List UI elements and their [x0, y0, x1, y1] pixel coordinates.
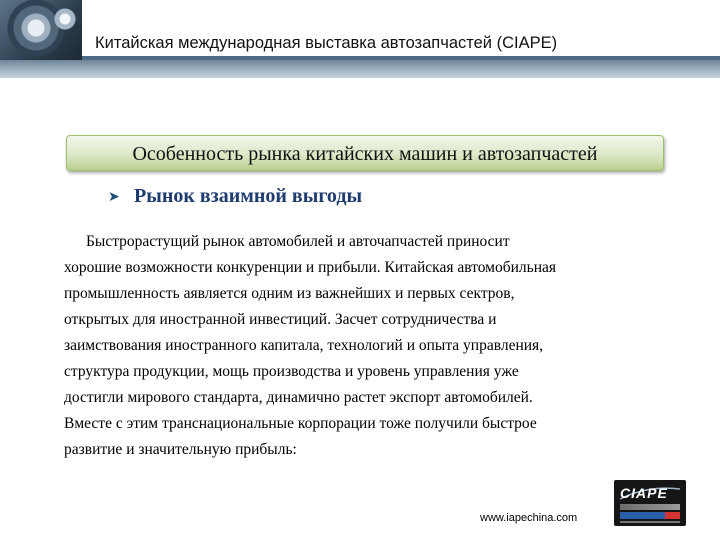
logo-subline [620, 504, 680, 510]
logo-badge [620, 512, 680, 519]
header-title: Китайская международная выставка автозапчастей (CIAPE) [95, 34, 558, 52]
body-line: Быстрорастущий рынок автомобилей и авточапчастей приносит [86, 233, 510, 250]
logo-wordmark: CIAPE [620, 485, 668, 501]
headlight-photo [0, 0, 82, 60]
body-line: структура продукции, мощь производства и уровень управления уже [64, 363, 519, 380]
arrow-bullet-icon: ➤ [108, 189, 120, 205]
bullet-heading-text: Рынок взаимной выгоды [134, 185, 363, 207]
slide-header [0, 0, 720, 78]
body-line: открытых для иностранной инвестиций. Засчет сотрудничества и [64, 311, 497, 328]
body-line: промышленность аявляется одним из важнейших и первых сектров, [64, 285, 515, 302]
body-line: развитие и значительную прибыль: [64, 441, 297, 458]
headlight-lamp [50, 8, 80, 30]
logo-footline [620, 521, 680, 523]
body-line: хорошие возможности конкуренции и прибыли. Китайская автомобильная [64, 259, 557, 276]
header-rule [0, 60, 720, 78]
section-banner [66, 135, 664, 171]
banner-title: Особенность рынка китайских машин и автозапчастей [132, 143, 598, 165]
body-line: достигли мирового стандарта, динамично растет экспорт автомобилей. [64, 389, 533, 406]
body-paragraph [64, 229, 664, 463]
body-line: Вместе с этим транснациональные корпорации тоже получили быстрое [64, 415, 537, 432]
body-line: заимствования иностранного капитала, технологий и опыта управления, [64, 337, 544, 354]
website-url: www.iapechina.com [480, 512, 578, 524]
ciape-logo [614, 480, 686, 526]
